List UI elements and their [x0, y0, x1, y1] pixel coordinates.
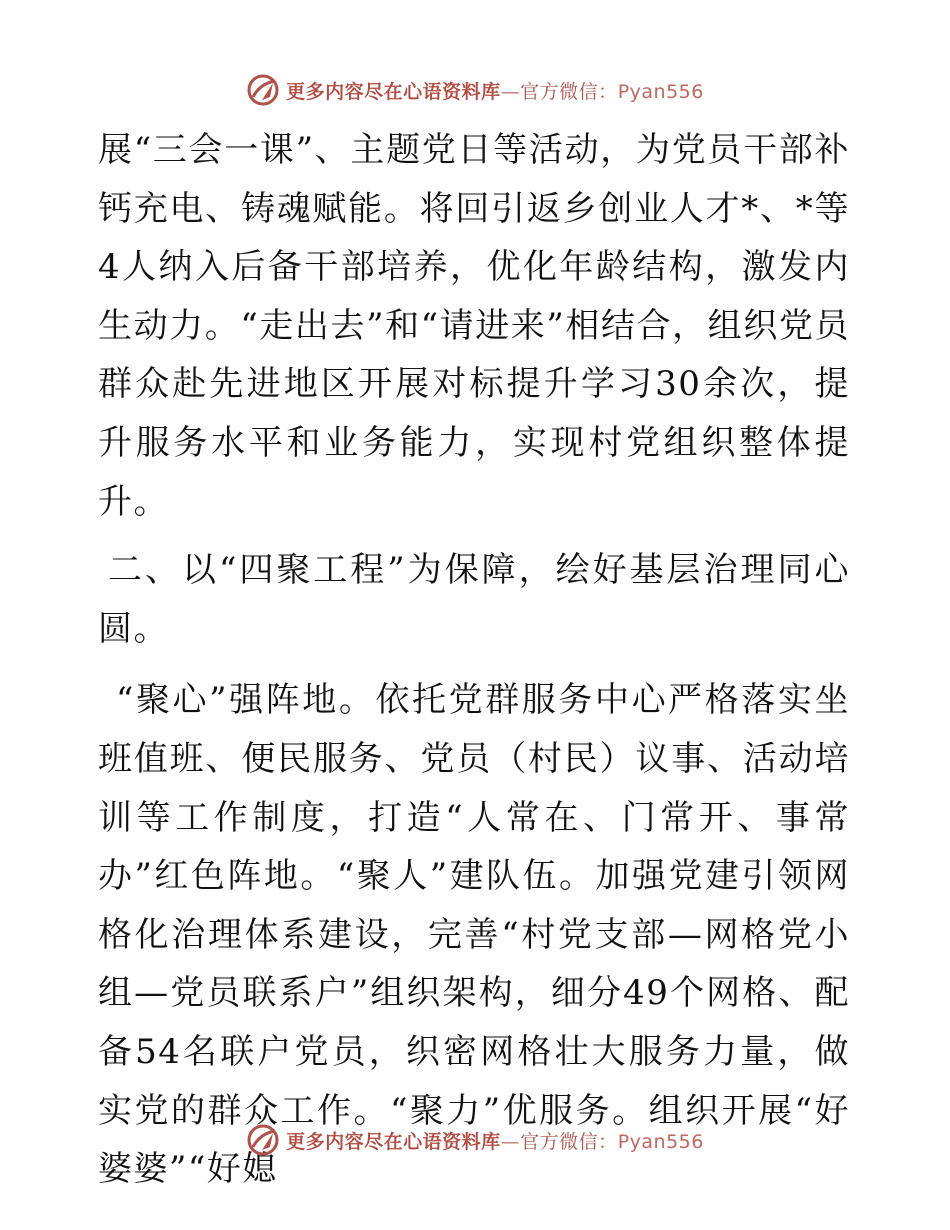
watermark-wechat-id: Pyan556	[617, 80, 704, 103]
pen-logo-icon	[246, 1123, 280, 1157]
document-body	[98, 121, 850, 1199]
header-watermark	[0, 70, 950, 110]
watermark-site: 更多内容尽在心语资料库	[286, 80, 501, 103]
section-heading: 二、以“四聚工程”为保障，绘好基层治理同心圆。	[98, 550, 850, 649]
footer-watermark	[0, 1120, 950, 1160]
watermark-text	[286, 77, 704, 104]
watermark-label: 官方微信：	[520, 1130, 618, 1153]
watermark-site: 更多内容尽在心语资料库	[286, 1130, 501, 1153]
watermark-label: 官方微信：	[520, 80, 618, 103]
paragraph-four-gathering: “聚心”强阵地。依托党群服务中心严格落实坐班值班、便民服务、党员（村民）议事、活动培训等工作制度，打造“人常在、门常开、事常办”红色阵地。“聚人”建队伍。加强党建引领网格化治理体系建设，完善“村党支部—网格党小组—党员联系户”组织架构，细分49个网格、配备54名联户党员，织密网格壮大服务力量，做实党的群众工作。“聚力”优服务。组织开展“好婆婆”“好媳	[98, 680, 850, 1190]
watermark-separator: —	[500, 1130, 521, 1153]
pen-logo-icon	[246, 73, 280, 107]
watermark-separator: —	[500, 80, 521, 103]
watermark-text	[286, 1127, 704, 1154]
watermark-wechat-id: Pyan556	[617, 1130, 704, 1153]
paragraph-continuation: 展“三会一课”、主题党日等活动，为党员干部补钙充电、铸魂赋能。将回引返乡创业人才*、*等4人纳入后备干部培养，优化年龄结构，激发内生动力。“走出去”和“请进来”相结合，组织党员群众赴先进地区开展对标提升学习30余次，提升服务水平和业务能力，实现村党组织整体提升。	[98, 130, 850, 522]
